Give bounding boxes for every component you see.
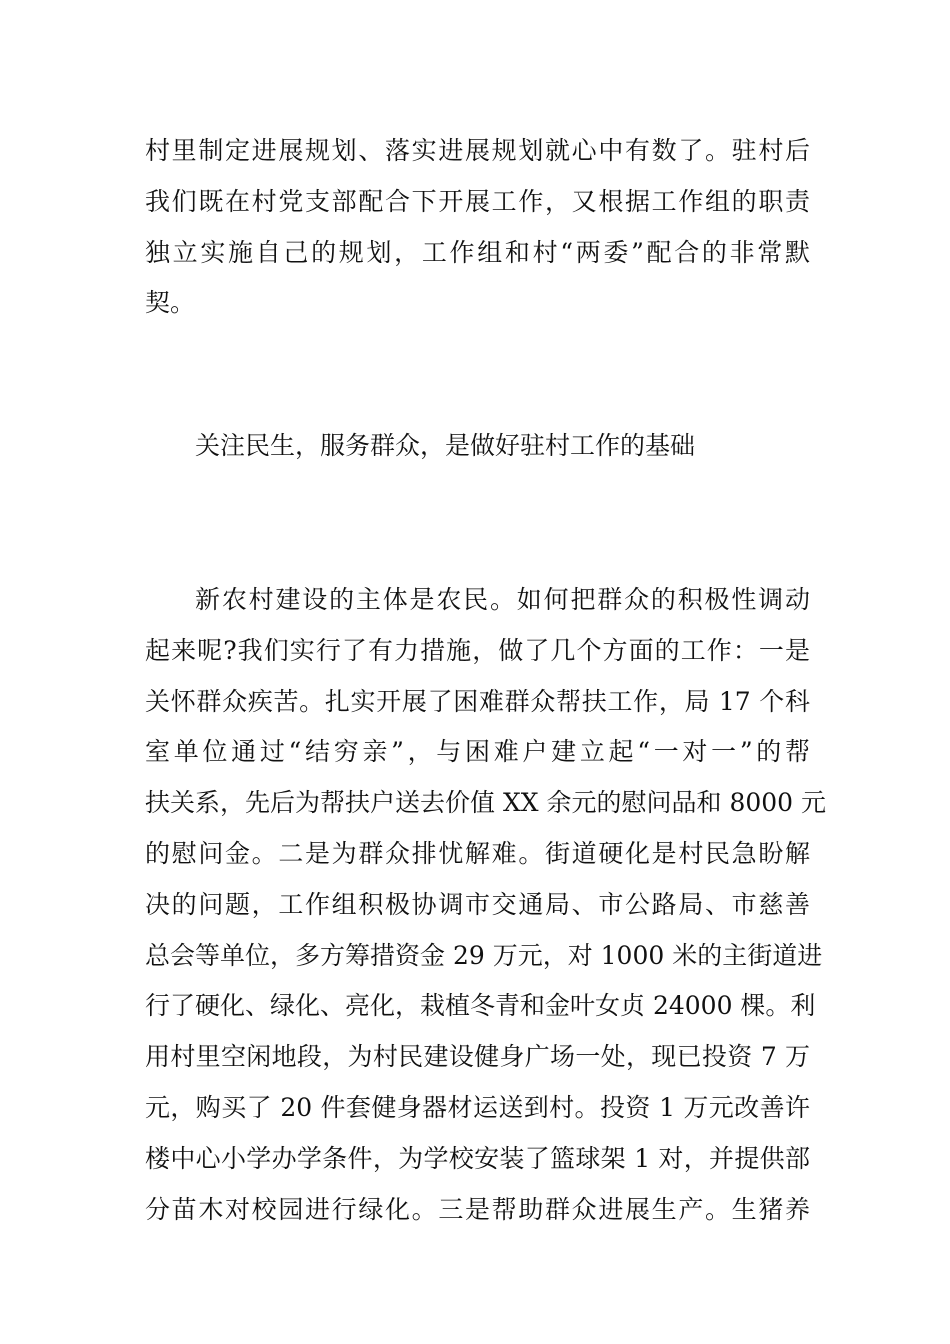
paragraph-line: 契。 bbox=[145, 288, 196, 318]
paragraph-line: 用村里空闲地段，为村民建设健身广场一处，现已投资 7 万 bbox=[145, 1042, 810, 1072]
paragraph-line: 总会等单位，多方筹措资金 29 万元，对 1000 米的主街道进 bbox=[145, 940, 823, 970]
paragraph-line: 行了硬化、绿化、亮化，栽植冬青和金叶女贞 24000 棵。利 bbox=[145, 991, 816, 1021]
paragraph-line: 我们既在村党支部配合下开展工作，又根据工作组的职责 bbox=[145, 186, 810, 216]
paragraph-line: 的慰问金。二是为群众排忧解难。街道硬化是村民急盼解 bbox=[145, 838, 810, 868]
paragraph-line: 独立实施自己的规划，工作组和村“两委”配合的非常默 bbox=[145, 237, 810, 267]
paragraph-line: 楼中心小学办学条件，为学校安装了篮球架 1 对，并提供部 bbox=[145, 1143, 810, 1173]
paragraph-line: 起来呢?我们实行了有力措施，做了几个方面的工作：一是 bbox=[145, 635, 810, 665]
paragraph-line: 分苗木对校园进行绿化。三是帮助群众进展生产。生猪养 bbox=[145, 1194, 810, 1224]
section-heading: 关注民生，服务群众，是做好驻村工作的基础 bbox=[195, 431, 696, 460]
paragraph-line: 扶关系，先后为帮扶户送去价值 XX 余元的慰问品和 8000 元 bbox=[145, 788, 827, 818]
paragraph-line: 室单位通过“结穷亲”，与困难户建立起“一对一”的帮 bbox=[145, 737, 810, 767]
paragraph-2 bbox=[145, 575, 827, 1235]
paragraph-1 bbox=[145, 126, 810, 329]
paragraph-line bbox=[145, 575, 810, 626]
paragraph-line: 元，购买了 20 件套健身器材运送到村。投资 1 万元改善许 bbox=[145, 1092, 810, 1122]
paragraph-line-text: 新农村建设的主体是农民。如何把群众的积极性调动 bbox=[195, 585, 810, 614]
paragraph-line: 村里制定进展规划、落实进展规划就心中有数了。驻村后 bbox=[145, 136, 810, 165]
paragraph-line: 决的问题，工作组积极协调市交通局、市公路局、市慈善 bbox=[145, 889, 810, 919]
paragraph-line: 关怀群众疾苦。扎实开展了困难群众帮扶工作，局 17 个科 bbox=[145, 686, 810, 716]
